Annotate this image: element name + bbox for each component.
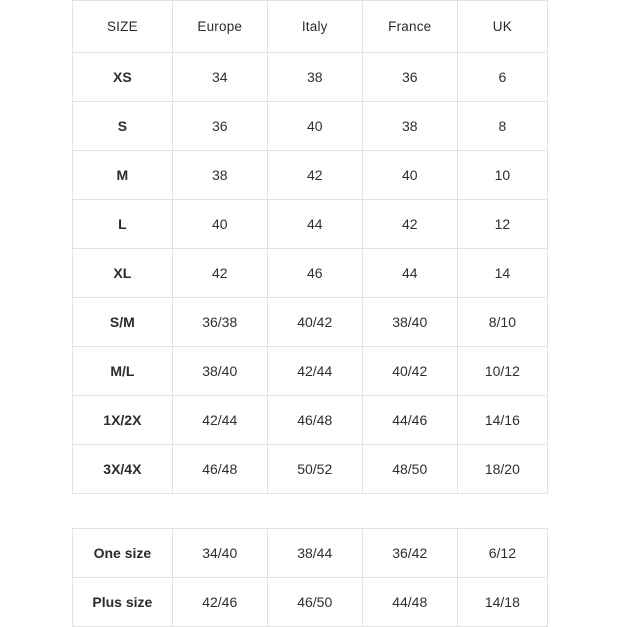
cell-france: 40	[362, 151, 457, 200]
cell-europe: 38/40	[172, 347, 267, 396]
table-row	[73, 249, 548, 298]
cell-france: 40/42	[362, 347, 457, 396]
cell-europe: 36	[172, 102, 267, 151]
row-size-label: 1X/2X	[73, 396, 173, 445]
cell-france: 36/42	[362, 529, 457, 578]
cell-europe: 42/46	[172, 578, 267, 627]
row-size-label: M	[73, 151, 173, 200]
cell-italy: 40/42	[267, 298, 362, 347]
row-size-label: S/M	[73, 298, 173, 347]
cell-france: 36	[362, 53, 457, 102]
table-row	[73, 298, 548, 347]
cell-europe: 42/44	[172, 396, 267, 445]
cell-europe: 36/38	[172, 298, 267, 347]
column-header-uk: UK	[457, 1, 547, 53]
cell-uk: 14/16	[457, 396, 547, 445]
cell-italy: 46/50	[267, 578, 362, 627]
row-size-label: S	[73, 102, 173, 151]
table-row	[73, 445, 548, 494]
cell-france: 44	[362, 249, 457, 298]
cell-uk: 6/12	[457, 529, 547, 578]
cell-europe: 34/40	[172, 529, 267, 578]
column-header-europe: Europe	[172, 1, 267, 53]
column-header-size: SIZE	[73, 1, 173, 53]
cell-italy: 44	[267, 200, 362, 249]
cell-france: 38	[362, 102, 457, 151]
cell-uk: 10/12	[457, 347, 547, 396]
cell-france: 42	[362, 200, 457, 249]
cell-italy: 42	[267, 151, 362, 200]
cell-europe: 46/48	[172, 445, 267, 494]
cell-europe: 42	[172, 249, 267, 298]
table-row	[73, 200, 548, 249]
cell-europe: 38	[172, 151, 267, 200]
cell-italy: 38	[267, 53, 362, 102]
cell-uk: 10	[457, 151, 547, 200]
cell-uk: 14	[457, 249, 547, 298]
cell-italy: 38/44	[267, 529, 362, 578]
cell-italy: 46/48	[267, 396, 362, 445]
cell-uk: 8	[457, 102, 547, 151]
table-spacer	[72, 494, 548, 528]
cell-uk: 12	[457, 200, 547, 249]
row-size-label: XS	[73, 53, 173, 102]
table-row	[73, 53, 548, 102]
cell-uk: 6	[457, 53, 547, 102]
row-size-label: L	[73, 200, 173, 249]
table-row	[73, 578, 548, 627]
one-size-plus-size-table	[72, 528, 548, 627]
cell-italy: 50/52	[267, 445, 362, 494]
cell-france: 44/46	[362, 396, 457, 445]
table-row	[73, 347, 548, 396]
table-row	[73, 102, 548, 151]
cell-france: 48/50	[362, 445, 457, 494]
table-row	[73, 151, 548, 200]
table-row	[73, 396, 548, 445]
cell-uk: 14/18	[457, 578, 547, 627]
row-size-label: M/L	[73, 347, 173, 396]
row-size-label: Plus size	[73, 578, 173, 627]
cell-france: 44/48	[362, 578, 457, 627]
cell-france: 38/40	[362, 298, 457, 347]
row-size-label: One size	[73, 529, 173, 578]
table-header-row	[73, 1, 548, 53]
column-header-italy: Italy	[267, 1, 362, 53]
cell-italy: 42/44	[267, 347, 362, 396]
row-size-label: 3X/4X	[73, 445, 173, 494]
cell-italy: 46	[267, 249, 362, 298]
column-header-france: France	[362, 1, 457, 53]
row-size-label: XL	[73, 249, 173, 298]
cell-europe: 34	[172, 53, 267, 102]
cell-europe: 40	[172, 200, 267, 249]
cell-uk: 8/10	[457, 298, 547, 347]
table-row	[73, 529, 548, 578]
cell-uk: 18/20	[457, 445, 547, 494]
size-conversion-table	[72, 0, 548, 494]
cell-italy: 40	[267, 102, 362, 151]
